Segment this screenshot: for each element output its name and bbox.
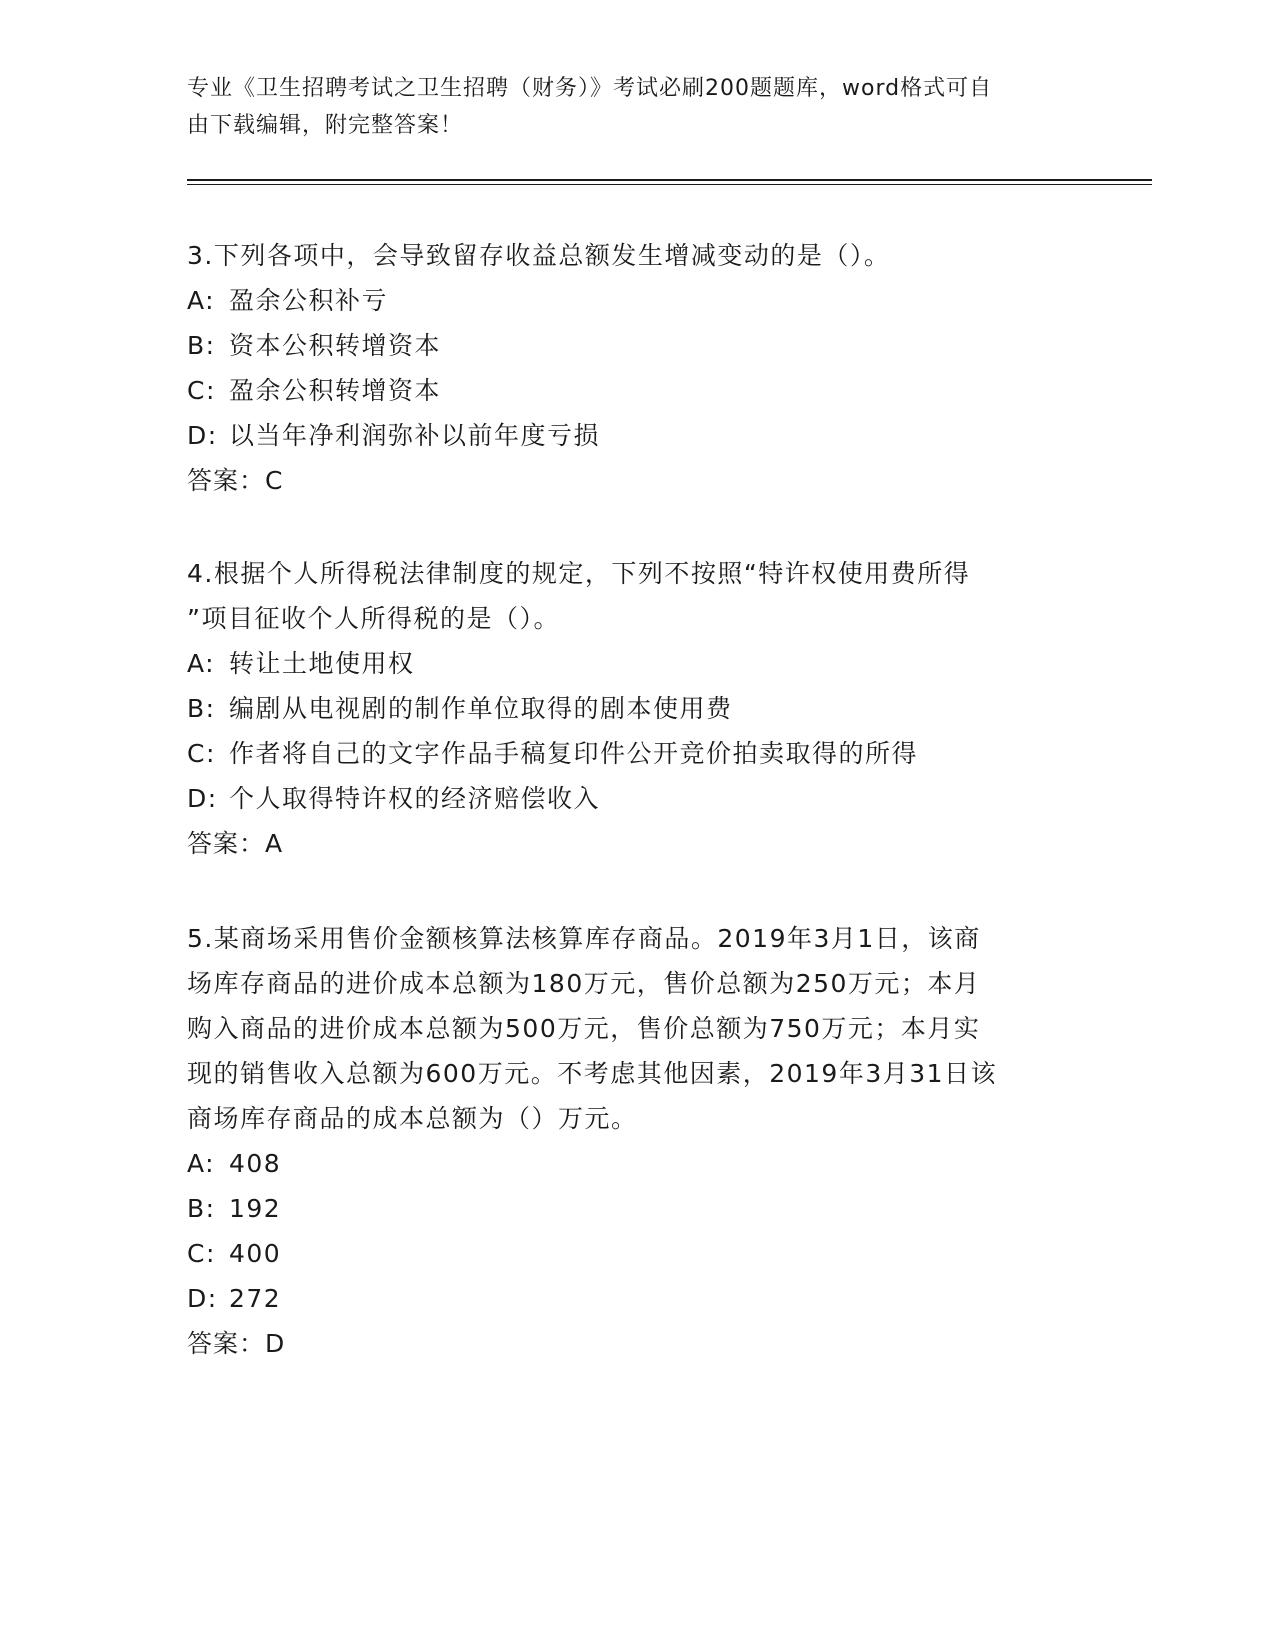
option-letter: D: <box>187 784 218 813</box>
question-stem-line: ”项目征收个人所得税的是（）。 <box>187 604 560 633</box>
option-a <box>187 278 1087 323</box>
option-text: 272 <box>229 1284 282 1313</box>
option-text: 盈余公积转增资本 <box>229 376 442 405</box>
option-letter: C: <box>187 1239 216 1268</box>
question-stem-line: 商场库存商品的成本总额为（）万元。 <box>187 1104 638 1133</box>
option-b <box>187 1186 1087 1231</box>
question-3 <box>187 233 1087 503</box>
option-text: 以当年净利润弥补以前年度亏损 <box>229 421 601 450</box>
answer-line: 答案：D <box>187 1329 286 1358</box>
header-divider-thin <box>187 184 1152 185</box>
option-text: 转让土地使用权 <box>229 649 415 678</box>
option-text: 编剧从电视剧的制作单位取得的剧本使用费 <box>229 694 733 723</box>
option-letter: B: <box>187 331 216 360</box>
option-c <box>187 731 1087 776</box>
option-c <box>187 368 1087 413</box>
option-d <box>187 413 1087 458</box>
option-letter: C: <box>187 376 216 405</box>
question-stem-line: 场库存商品的进价成本总额为180万元，售价总额为250万元；本月 <box>187 969 981 998</box>
option-text: 盈余公积补亏 <box>229 286 389 315</box>
option-text: 408 <box>229 1149 282 1178</box>
header-line-1: 专业《卫生招聘考试之卫生招聘（财务）》考试必刷200题题库，word格式可自 <box>187 76 993 101</box>
option-c <box>187 1231 1087 1276</box>
option-text: 作者将自己的文字作品手稿复印件公开竞价拍卖取得的所得 <box>229 739 919 768</box>
option-d <box>187 1276 1087 1321</box>
option-a <box>187 1141 1087 1186</box>
option-text: 192 <box>229 1194 282 1223</box>
question-stem-line: 5.某商场采用售价金额核算法核算库存商品。2019年3月1日，该商 <box>187 924 981 953</box>
option-a <box>187 641 1087 686</box>
question-5 <box>187 916 1087 1366</box>
option-letter: A: <box>187 649 216 678</box>
question-4 <box>187 551 1087 866</box>
option-text: 400 <box>229 1239 282 1268</box>
option-text: 个人取得特许权的经济赔偿收入 <box>229 784 601 813</box>
option-letter: B: <box>187 1194 216 1223</box>
option-b <box>187 686 1087 731</box>
question-stem-line: 4.根据个人所得税法律制度的规定，下列不按照“特许权使用费所得 <box>187 559 971 588</box>
option-d <box>187 776 1087 821</box>
question-stem-line: 现的销售收入总额为600万元。不考虑其他因素，2019年3月31日该 <box>187 1059 998 1088</box>
header-line-2: 由下载编辑，附完整答案！ <box>187 113 464 138</box>
option-letter: D: <box>187 1284 218 1313</box>
option-b <box>187 323 1087 368</box>
answer-line: 答案：C <box>187 466 284 495</box>
option-letter: D: <box>187 421 218 450</box>
answer-line: 答案：A <box>187 829 284 858</box>
option-text: 资本公积转增资本 <box>229 331 442 360</box>
question-stem-line: 购入商品的进价成本总额为500万元，售价总额为750万元；本月实 <box>187 1014 981 1043</box>
option-letter: B: <box>187 694 216 723</box>
document-header <box>187 70 1067 144</box>
header-divider-thick <box>187 179 1152 181</box>
question-stem-line: 3.下列各项中，会导致留存收益总额发生增减变动的是（）。 <box>187 241 891 270</box>
option-letter: A: <box>187 1149 216 1178</box>
option-letter: A: <box>187 286 216 315</box>
option-letter: C: <box>187 739 216 768</box>
